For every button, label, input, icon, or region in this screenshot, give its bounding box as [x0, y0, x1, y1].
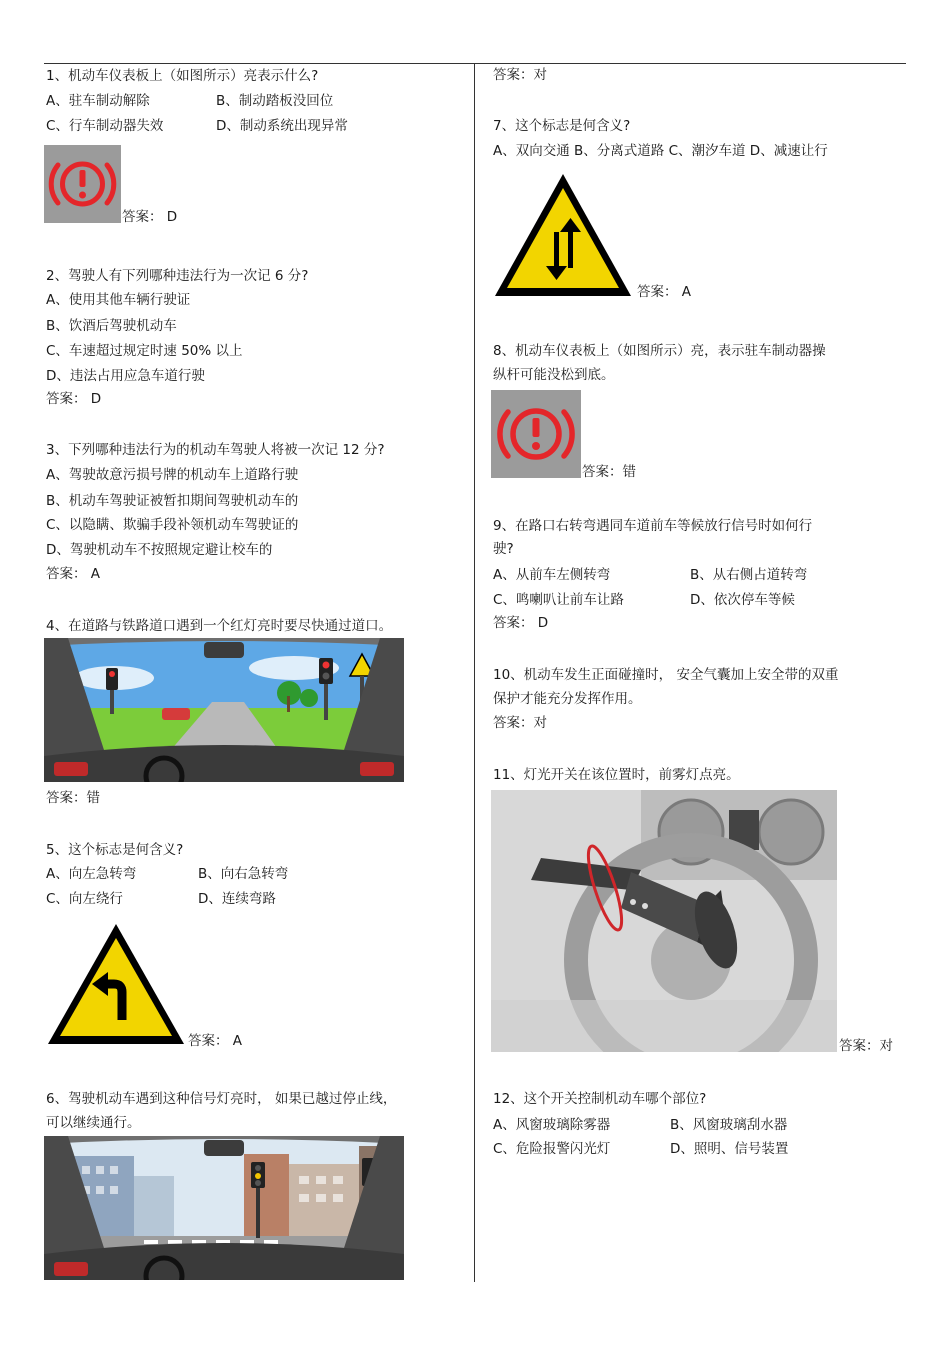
question-5-text: 5、这个标志是何含义?	[46, 842, 184, 858]
question-3-option-b: B、机动车驾驶证被暂扣期间驾驶机动车的	[46, 493, 299, 509]
question-2-option-d: D、违法占用应急车道行驶	[46, 368, 205, 384]
question-7-answer: 答案： A	[637, 284, 692, 300]
question-1-option-b: B、制动踏板没回位	[216, 93, 334, 109]
question-12-option-a: A、风窗玻璃除雾器	[493, 1117, 611, 1133]
question-12-option-b: B、风窗玻璃刮水器	[670, 1117, 788, 1133]
question-3-text: 3、下列哪种违法行为的机动车驾驶人将被一次记 12 分?	[46, 442, 385, 458]
question-5-option-c: C、向左绕行	[46, 891, 123, 907]
question-9-option-c: C、鸣喇叭让前车让路	[493, 592, 624, 608]
question-1-option-d: D、制动系统出现异常	[216, 118, 348, 134]
light-switch-stalk-image	[491, 790, 837, 1052]
two-way-traffic-sign-icon	[491, 170, 635, 300]
question-2-answer: 答案： D	[46, 391, 102, 407]
question-1-option-a: A、驻车制动解除	[46, 93, 150, 109]
question-4-answer: 答案：错	[46, 790, 100, 806]
question-2-text: 2、驾驶人有下列哪种违法行为一次记 6 分?	[46, 268, 309, 284]
question-2-option-c: C、车速超过规定时速 50% 以上	[46, 343, 243, 359]
question-4-text: 4、在道路与铁路道口遇到一个红灯亮时要尽快通过道口。	[46, 618, 393, 634]
question-6-text: 6、驾驶机动车遇到这种信号灯亮时， 如果已越过停止线，	[46, 1091, 397, 1107]
question-5-option-d: D、连续弯路	[198, 891, 276, 907]
question-2-option-a: A、使用其他车辆行驶证	[46, 292, 191, 308]
railway-crossing-scene-image	[44, 638, 404, 782]
question-9-option-a: A、从前车左侧转弯	[493, 567, 611, 583]
question-11-answer: 答案：对	[839, 1038, 893, 1054]
question-9-answer: 答案： D	[493, 615, 549, 631]
question-10-text-line2: 保护才能充分发挥作用。	[493, 691, 642, 707]
traffic-light-city-scene-image	[44, 1136, 404, 1280]
question-5-option-b: B、向右急转弯	[198, 866, 289, 882]
question-3-option-d: D、驾驶机动车不按照规定避让校车的	[46, 542, 273, 558]
question-6-answer: 答案：对	[493, 67, 547, 83]
question-7-options: A、双向交通 B、分离式道路 C、潮汐车道 D、减速让行	[493, 143, 828, 159]
question-12-text: 12、这个开关控制机动车哪个部位?	[493, 1091, 707, 1107]
question-7-text: 7、这个标志是何含义?	[493, 118, 631, 134]
column-divider	[474, 64, 475, 1282]
question-8-text: 8、机动车仪表板上（如图所示）亮，表示驻车制动器操	[493, 343, 826, 359]
question-8-text-line2: 纵杆可能没松到底。	[493, 367, 615, 383]
question-8-answer: 答案：错	[582, 464, 636, 480]
question-1-answer: 答案： D	[122, 209, 178, 225]
question-2-option-b: B、饮酒后驾驶机动车	[46, 318, 177, 334]
question-3-answer: 答案： A	[46, 566, 101, 582]
question-1-option-c: C、行车制动器失效	[46, 118, 164, 134]
question-1-text: 1、机动车仪表板上（如图所示）亮表示什么?	[46, 68, 319, 84]
question-3-option-c: C、以隐瞒、欺骗手段补领机动车驾驶证的	[46, 517, 299, 533]
brake-warning-icon	[491, 390, 581, 478]
question-10-text: 10、机动车发生正面碰撞时， 安全气囊加上安全带的双重	[493, 667, 839, 683]
question-10-answer: 答案：对	[493, 715, 547, 731]
top-rule	[44, 63, 906, 64]
question-12-option-c: C、危险报警闪光灯	[493, 1141, 611, 1157]
left-sharp-curve-sign-icon	[44, 920, 188, 1048]
question-12-option-d: D、照明、信号装置	[670, 1141, 789, 1157]
question-9-option-d: D、依次停车等候	[690, 592, 795, 608]
question-11-text: 11、灯光开关在该位置时，前雾灯点亮。	[493, 767, 740, 783]
question-3-option-a: A、驾驶故意污损号牌的机动车上道路行驶	[46, 467, 299, 483]
question-9-text-line2: 驶?	[493, 541, 514, 557]
question-9-text: 9、在路口右转弯遇同车道前车等候放行信号时如何行	[493, 518, 813, 534]
question-5-option-a: A、向左急转弯	[46, 866, 137, 882]
question-9-option-b: B、从右侧占道转弯	[690, 567, 808, 583]
question-5-answer: 答案： A	[188, 1033, 243, 1049]
question-6-text-line2: 可以继续通行。	[46, 1115, 141, 1131]
brake-warning-icon	[44, 145, 121, 223]
